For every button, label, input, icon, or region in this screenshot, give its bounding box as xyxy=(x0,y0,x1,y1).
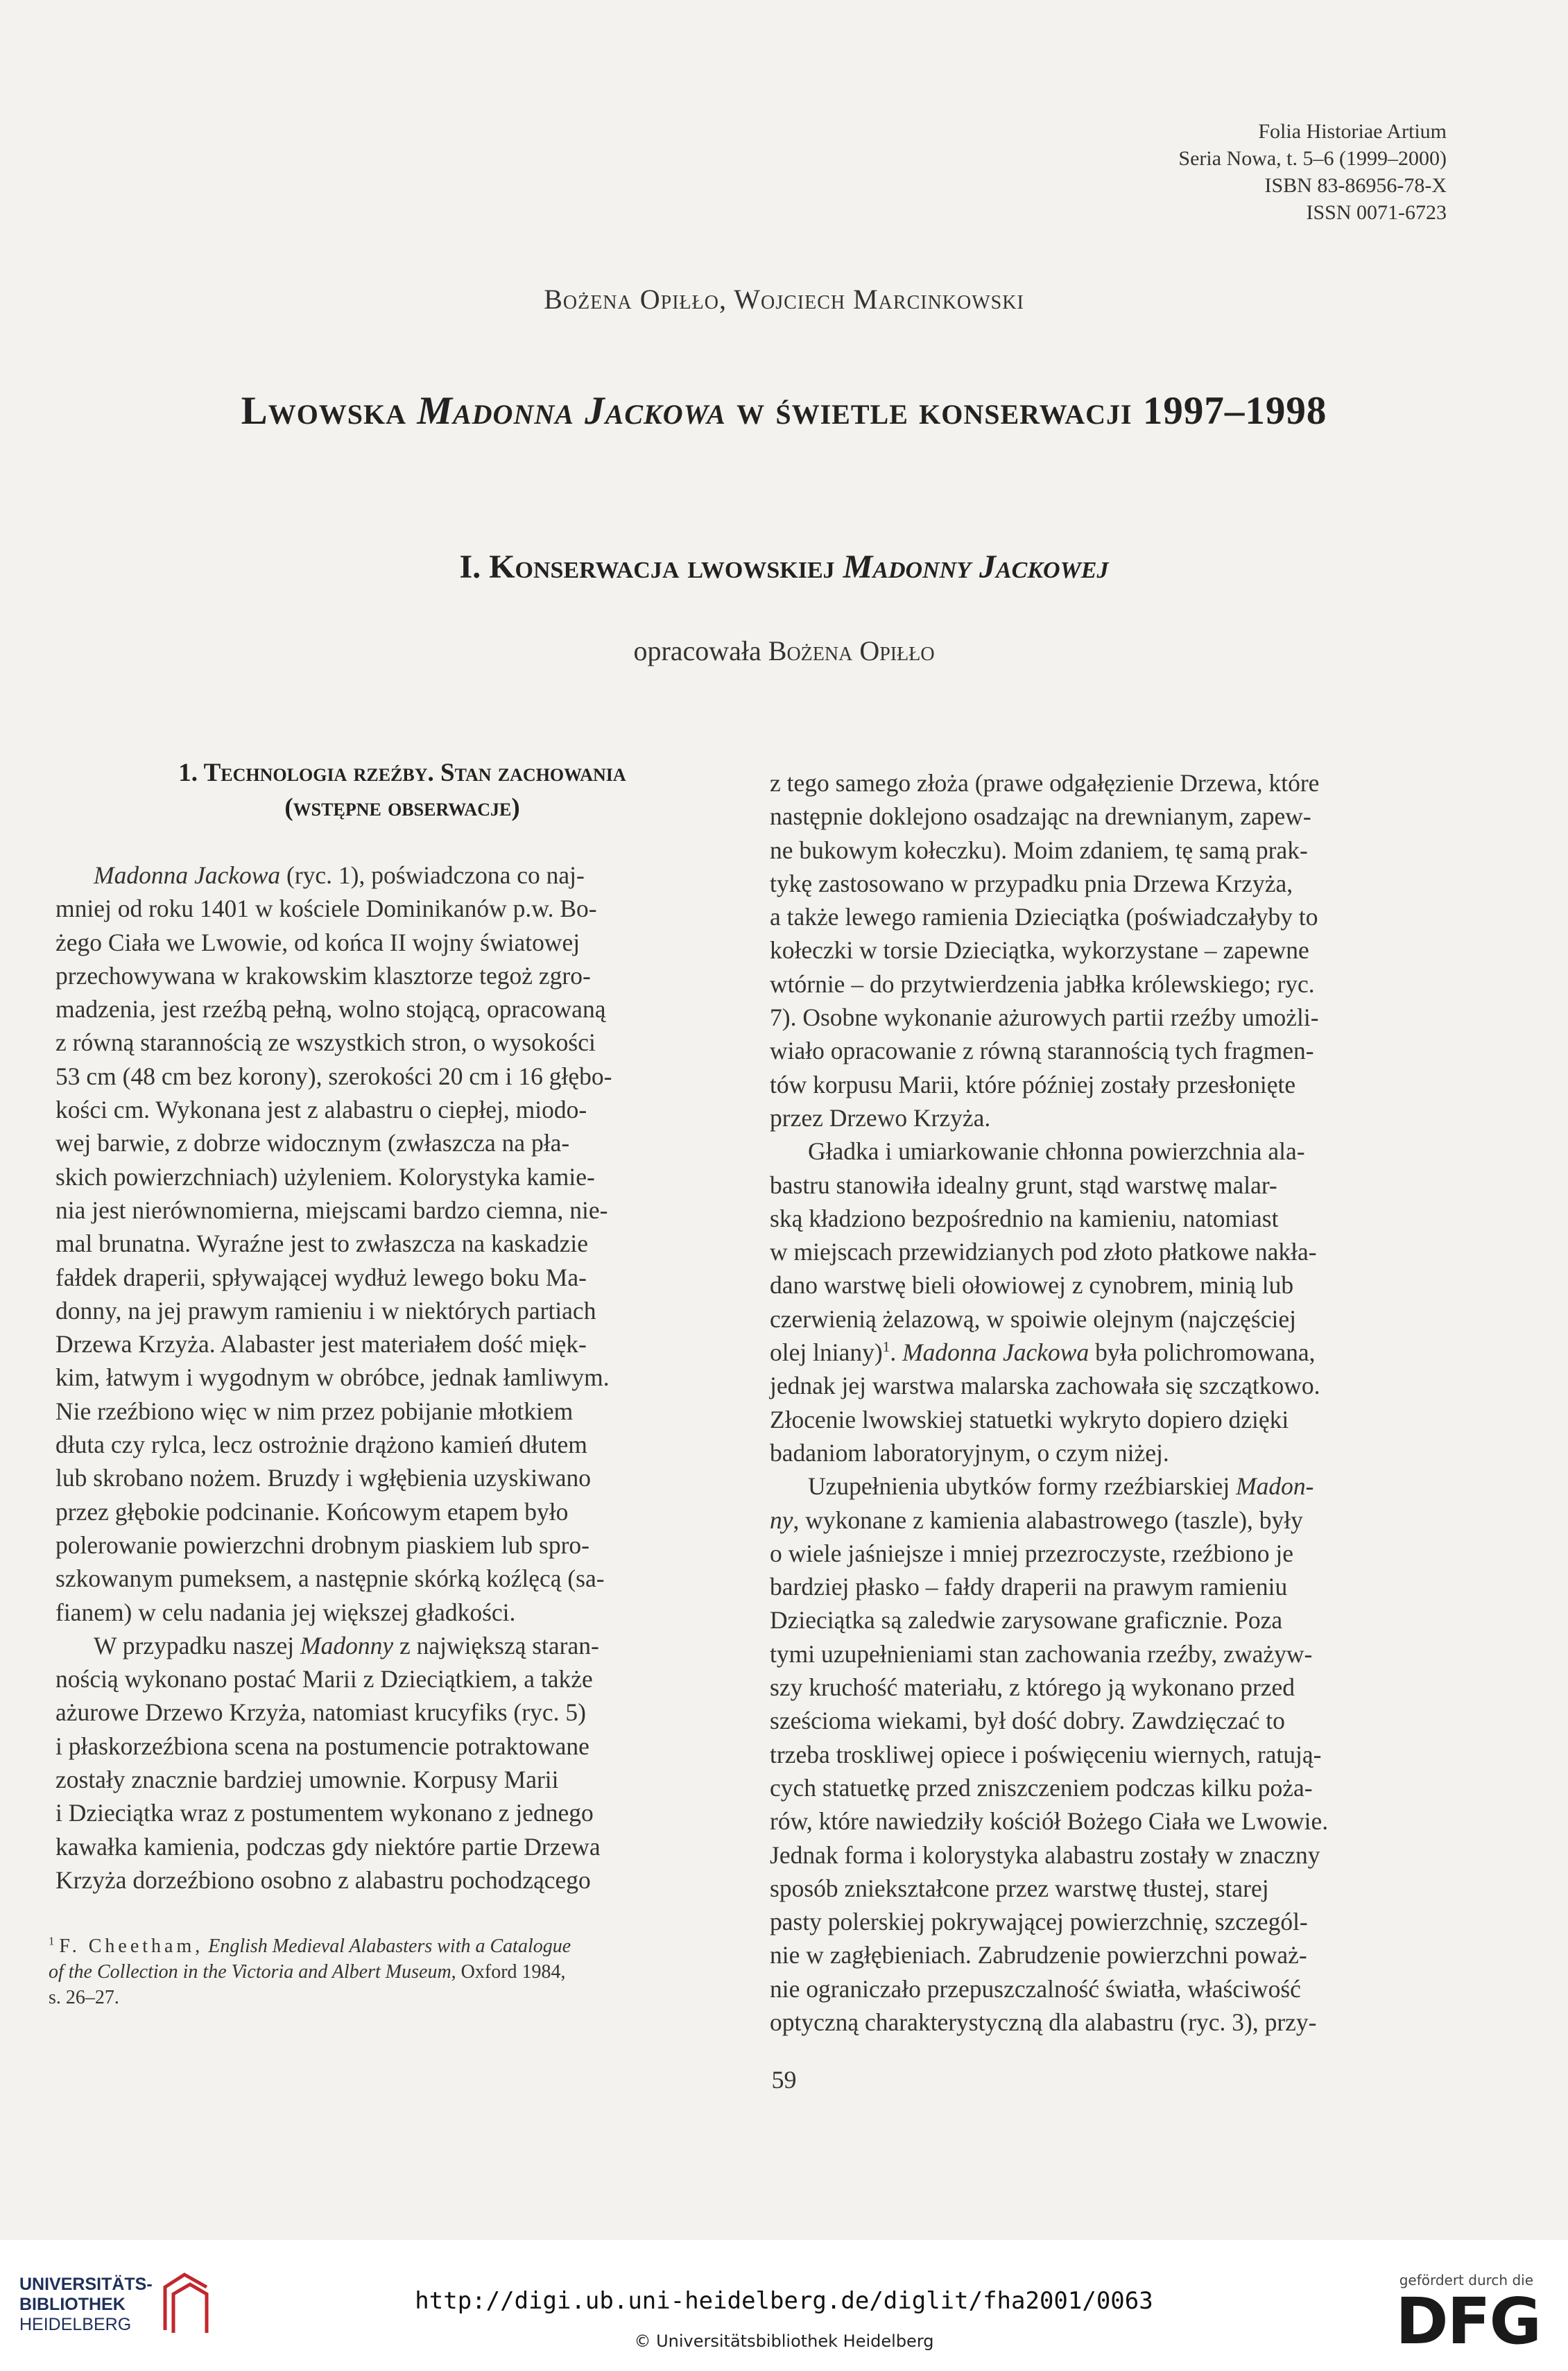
text-line: kawałka kamienia, podczas gdy niektóre partie Drzewa xyxy=(55,1832,601,1861)
text-line: cych statuetkę przed zniszczeniem podczas kilku poża- xyxy=(770,1773,1313,1802)
text-line: tów korpusu Marii, które później zostały przesłonięte xyxy=(770,1070,1296,1098)
text-line: Uzupełnienia ubytków formy rzeźbiarskiej Madon- xyxy=(808,1472,1314,1501)
footnote-author: F. Cheetham, xyxy=(59,1935,204,1957)
journal-name: Folia Historiae Artium xyxy=(1258,120,1447,143)
text-line: o wiele jaśniejsze i mniej przezroczyste, rzeźbiono je xyxy=(770,1539,1294,1567)
text-line: ską kładziono bezpośrednio na kamieniu, natomiast xyxy=(770,1204,1279,1232)
text-line: zostały znacznie bardziej umownie. Korpusy Marii xyxy=(55,1766,559,1794)
subsection-heading xyxy=(76,756,728,825)
text-line: Nie rzeźbiono więc w nim przez pobijanie młotkiem xyxy=(55,1397,574,1425)
text-line: optyczną charakterystyczną dla alabastru (ryc. 3), przy- xyxy=(770,2008,1317,2036)
text-line: następnie doklejono osadzając na drewnianym, zapew- xyxy=(770,802,1311,831)
text-line: wiało opracowanie z równą starannością tych fragmen- xyxy=(770,1037,1314,1065)
text-line: sposób zniekształcone przez warstwę tłustej, starej xyxy=(770,1874,1269,1902)
text-line: i płaskorzeźbiona scena na postumencie potraktowane xyxy=(55,1732,589,1760)
section-title xyxy=(0,548,1568,586)
text-line: wtórnie – do przytwierdzenia jabłka królewskiego; ryc. xyxy=(770,969,1315,998)
text-line: tymi uzupełnieniami stan zachowania rzeźby, zważyw- xyxy=(770,1639,1313,1668)
editor-name: Bożena Opiłło xyxy=(768,635,935,666)
text-line: bardziej płasko – fałdy draperii na prawym ramieniu xyxy=(770,1573,1288,1601)
text-line: wej barwie, z dobrze widocznym (zwłaszcza na pła- xyxy=(55,1129,570,1157)
text-line: bastru stanowiła idealny grunt, stąd warstwę malar- xyxy=(770,1171,1277,1199)
footnote-number: 1 xyxy=(49,1934,55,1948)
issn: ISSN 0071-6723 xyxy=(1306,201,1447,224)
text-line: mniej od roku 1401 w kościele Dominikanów p.w. Bo- xyxy=(55,895,597,923)
text-line: kości cm. Wykonana jest z alabastru o ciepłej, miodo- xyxy=(55,1096,587,1124)
title-text-2: w świetle konserwacji 1997–1998 xyxy=(725,389,1327,433)
text-line: przez Drzewo Krzyża. xyxy=(770,1103,991,1132)
text-line: nie w zagłębieniach. Zabrudzenie powierzchni poważ- xyxy=(770,1941,1307,1969)
text-line: nością wykonano postać Marii z Dzieciątkiem, a także xyxy=(55,1665,593,1693)
text-line: trzeba troskliwej opiece i poświęceniu wiernych, ratują- xyxy=(770,1740,1322,1768)
section-editor xyxy=(0,635,1568,667)
heading-line-2: (wstępne obserwacje) xyxy=(284,793,520,822)
library-name-1: UNIVERSITÄTS- xyxy=(19,2275,153,2294)
text-line: dano warstwę bieli ołowiowej z cynobrem, minią lub xyxy=(770,1271,1294,1300)
page-number: 59 xyxy=(771,2066,797,2094)
funding-label: gefördert durch die xyxy=(1399,2272,1533,2288)
library-name-3: HEIDELBERG xyxy=(19,2315,132,2334)
text-line: żego Ciała we Lwowie, od końca II wojny światowej xyxy=(55,928,580,956)
text-line: ny, wykonane z kamienia alabastrowego (taszle), były xyxy=(770,1506,1303,1534)
text-line: czerwienią żelazową, w spoiwie olejnym (najczęściej xyxy=(770,1304,1296,1333)
text-line: polerowanie powierzchni drobnym piaskiem lub spro- xyxy=(55,1531,589,1559)
text-line: z tego samego złoża (prawe odgałęzienie Drzewa, które xyxy=(770,769,1320,797)
footnote-line: $^1$ F. Cheetham, English Medieval Alabasters with a Catalogue xyxy=(49,1934,571,1957)
text-line: szkowanym pumeksem, a następnie skórką koźlęcą (sa- xyxy=(55,1564,605,1593)
article-title xyxy=(0,388,1568,433)
title-text-1: Lwowska xyxy=(241,389,417,433)
text-line: szy kruchość materiału, z którego ją wykonano przed xyxy=(770,1673,1295,1702)
footnote-line: s. 26–27. xyxy=(49,1987,119,2008)
footnote-ref: 1 xyxy=(882,1338,890,1356)
text-line: i Dzieciątka wraz z postumentem wykonano z jednego xyxy=(55,1799,594,1827)
text-line: kim, łatwym i wygodnym w obróbce, jednak łamliwym. xyxy=(55,1363,610,1392)
text-line: Dzieciątka są zaledwie zarysowane graficznie. Poza xyxy=(770,1606,1283,1635)
text-line: dłuta czy rylca, lecz ostrożnie drążono kamień dłutem xyxy=(55,1431,587,1459)
text-line: sześcioma wiekami, był dość dobry. Zawdzięczać to xyxy=(770,1707,1285,1735)
text-line: nia jest nierównomierna, miejscami bardzo ciemna, nie- xyxy=(55,1196,608,1224)
series-volume: Seria Nowa, t. 5–6 (1999–2000) xyxy=(1178,147,1447,170)
text-line: z równą starannością ze wszystkich stron, o wysokości xyxy=(55,1028,596,1057)
text-line: pasty polerskiej pokrywającej powierzchnię, szczegól- xyxy=(770,1908,1308,1936)
dfg-logo[interactable]: DFG xyxy=(1395,2284,1540,2359)
isbn: ISBN 83-86956-78-X xyxy=(1264,174,1447,197)
heading-line-1: 1. Technologia rzeźby. Stan zachowania xyxy=(178,759,626,787)
text-line: lub skrobano nożem. Bruzdy i wgłębienia uzyskiwano xyxy=(55,1464,591,1492)
footnote-line: of the Collection in the Victoria and Albert Museum, Oxford 1984, xyxy=(49,1961,566,1983)
library-name-2: BIBLIOTHEK xyxy=(19,2295,126,2314)
text-line: Złocenie lwowskiej statuetki wykryto dopiero dzięki xyxy=(770,1405,1289,1433)
section-italic: Madonny Jackowej xyxy=(843,549,1109,585)
text-line: jednak jej warstwa malarska zachowała się szczątkowo. xyxy=(770,1372,1320,1400)
editor-prefix: opracowała xyxy=(633,635,768,666)
text-line: przechowywana w krakowskim klasztorze tegoż zgro- xyxy=(55,961,591,990)
text-line: tykę zastosowano w przypadku pnia Drzewa Krzyża, xyxy=(770,869,1293,897)
text-line: fałdek draperii, spływającej wydłuż lewego boku Ma- xyxy=(55,1263,587,1291)
text-line: donny, na jej prawym ramieniu i w niektórych partiach xyxy=(55,1296,596,1325)
title-italic: Madonna Jackowa xyxy=(417,389,726,433)
text-line: Drzewa Krzyża. Alabaster jest materiałem dość mięk- xyxy=(55,1330,587,1359)
text-line: Krzyża dorzeźbiono osobno z alabastru pochodzącego xyxy=(55,1865,591,1894)
text-line: skich powierzchniach) użyleniem. Kolorystyka kamie- xyxy=(55,1162,595,1191)
text-line: przez głębokie podcinanie. Końcowym etapem było xyxy=(55,1497,569,1526)
text-line: Jednak forma i kolorystyka alabastru zostały w znaczny xyxy=(770,1840,1320,1869)
text-line: ne bukowym kołeczku). Moim zdaniem, tę samą prak- xyxy=(770,836,1308,864)
section-text: I. Konserwacja lwowskiej xyxy=(459,549,843,585)
text-line: 7). Osobne wykonanie ażurowych partii rzeźby umożli- xyxy=(770,1003,1319,1032)
text-line: w miejscach przewidzianych pod złoto płatkowe nakła- xyxy=(770,1238,1317,1266)
text-line: 53 cm (48 cm bez korony), szerokości 20 cm i 16 głębo- xyxy=(55,1062,612,1090)
text-line: ażurowe Drzewo Krzyża, natomiast krucyfiks (ryc. 5) xyxy=(55,1698,586,1727)
text-line: rów, które nawiedziły kościół Bożego Ciała we Lwowie. xyxy=(770,1807,1329,1836)
text-line: nie ograniczało przepuszczalność światła, właściwość xyxy=(770,1974,1301,2003)
copyright-notice: © Universitätsbibliothek Heidelberg xyxy=(634,2331,934,2351)
footnote xyxy=(49,1933,728,2010)
text-line: mal brunatna. Wyraźne jest to zwłaszcza na kaskadzie xyxy=(55,1230,588,1258)
text-line: Gładka i umiarkowanie chłonna powierzchnia ala- xyxy=(808,1137,1305,1166)
text-line: badaniom laboratoryjnym, o czym niżej. xyxy=(770,1438,1169,1467)
text-line: Madonna Jackowa (ryc. 1), poświadczona co naj- xyxy=(94,861,585,889)
publication-info xyxy=(1178,118,1447,226)
article-authors: Bożena Opiłło, Wojciech Marcinkowski xyxy=(544,284,1024,315)
text-line: W przypadku naszej Madonny z największą staran- xyxy=(94,1631,599,1659)
text-line: fianem) w celu nadania jej większej gładkości. xyxy=(55,1598,516,1626)
left-column xyxy=(55,859,721,1897)
text-line: madzenia, jest rzeźbą pełną, wolno stojącą, opracowaną xyxy=(55,995,606,1024)
permalink-url[interactable]: http://digi.ub.uni-heidelberg.de/diglit/fha2001/0063 xyxy=(415,2287,1153,2315)
text-line: a także lewego ramienia Dzieciątka (poświadczałyby to xyxy=(770,903,1318,931)
text-line: olej lniany)$^1$. Madonna Jackowa była polichromowana, xyxy=(770,1338,1316,1367)
text-line: kołeczki w torsie Dzieciątka, wykorzystane – zapewne xyxy=(770,936,1309,965)
right-column xyxy=(770,766,1453,2039)
